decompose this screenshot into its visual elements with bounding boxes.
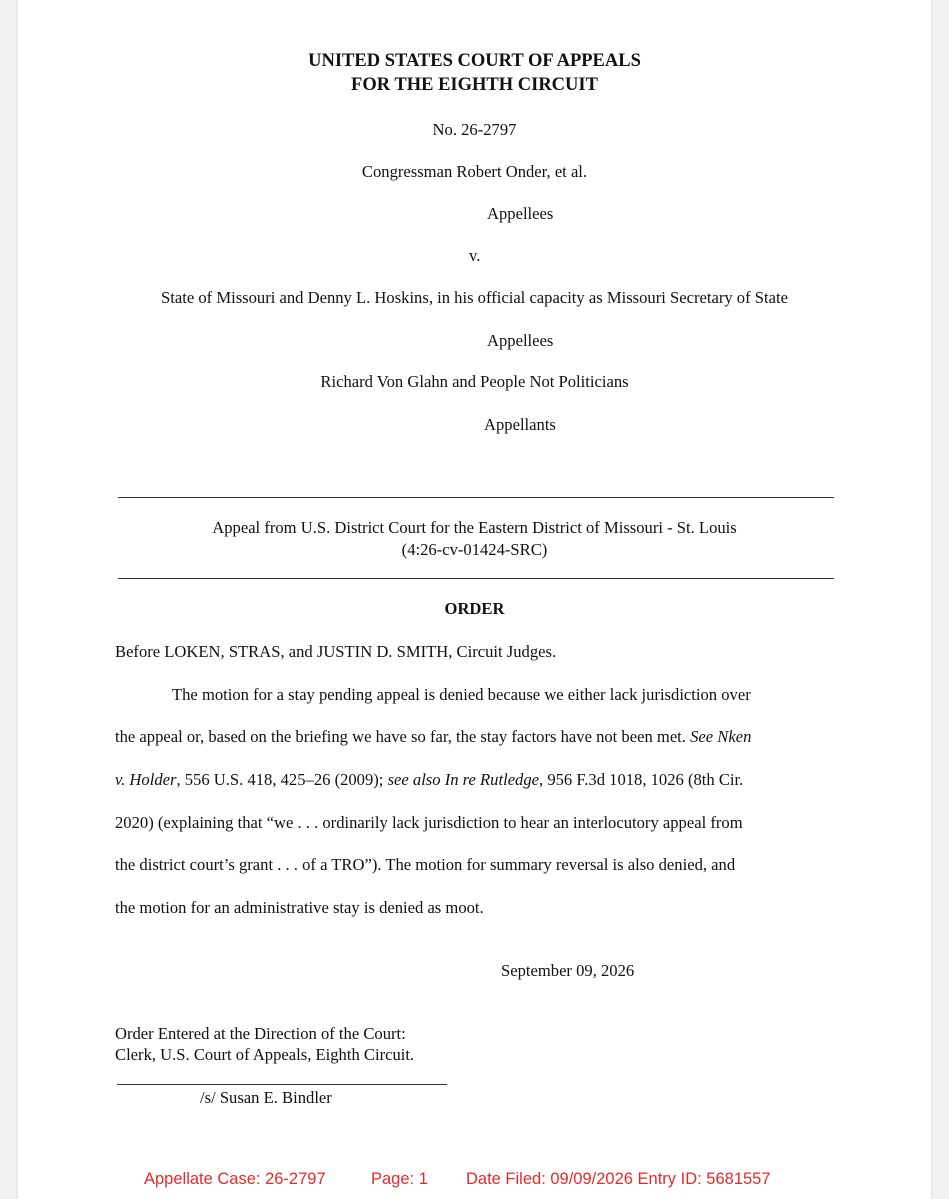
- case-number: No. 26-2797: [432, 120, 517, 139]
- order-title: ORDER: [444, 599, 505, 618]
- party-role-appellants: Appellants: [484, 415, 556, 434]
- order-line-3: v. Holder, 556 U.S. 418, 425–26 (2009); see also In re Rutledge, 956 F.3d 1018, 1026 (8th Cir.: [115, 770, 744, 789]
- document-page: [18, 0, 931, 1199]
- clerk-direction: Order Entered at the Direction of the Court:: [115, 1024, 406, 1043]
- order-line-4: 2020) (explaining that “we . . . ordinarily lack jurisdiction to hear an interlocutory appeal from: [115, 813, 743, 832]
- order-line-2: the appeal or, based on the briefing we have so far, the stay factors have not been met. See Nken: [115, 727, 752, 746]
- top-divider: [118, 497, 834, 498]
- signature-line: [117, 1084, 447, 1085]
- versus: v.: [469, 246, 481, 265]
- order-date: September 09, 2026: [501, 961, 635, 980]
- district-case-number: (4:26-cv-01424-SRC): [401, 540, 548, 559]
- party-role-appellees-2: Appellees: [487, 331, 554, 350]
- party-intervenors: Richard Von Glahn and People Not Politicians: [320, 372, 629, 391]
- party-plaintiffs: Congressman Robert Onder, et al.: [361, 162, 588, 181]
- panel-judges: Before LOKEN, STRAS, and JUSTIN D. SMITH, Circuit Judges.: [115, 642, 557, 661]
- court-name-line2: FOR THE EIGHTH CIRCUIT: [351, 75, 598, 95]
- party-defendants: State of Missouri and Denny L. Hoskins, in his official capacity as Missouri Secretary of State: [161, 288, 788, 307]
- court-name-line1: UNITED STATES COURT OF APPEALS: [308, 51, 641, 71]
- footer-case-number: Appellate Case: 26-2797: [144, 1170, 326, 1188]
- signer-name: /s/ Susan E. Bindler: [200, 1088, 332, 1107]
- order-line-5: the district court’s grant . . . of a TRO”). The motion for summary reversal is also denied, and: [115, 855, 736, 874]
- party-role-appellees-1: Appellees: [487, 204, 554, 223]
- order-line-6: the motion for an administrative stay is denied as moot.: [115, 898, 484, 917]
- appeal-from-line: Appeal from U.S. District Court for the Eastern District of Missouri - St. Louis: [212, 518, 737, 537]
- footer-date-filed: Date Filed: 09/09/2026 Entry ID: 5681557: [466, 1170, 771, 1188]
- order-line-1: The motion for a stay pending appeal is denied because we either lack jurisdiction over: [172, 685, 751, 704]
- footer-page-number: Page: 1: [371, 1170, 428, 1188]
- bottom-divider: [118, 578, 834, 579]
- clerk-title: Clerk, U.S. Court of Appeals, Eighth Circuit.: [115, 1045, 415, 1064]
